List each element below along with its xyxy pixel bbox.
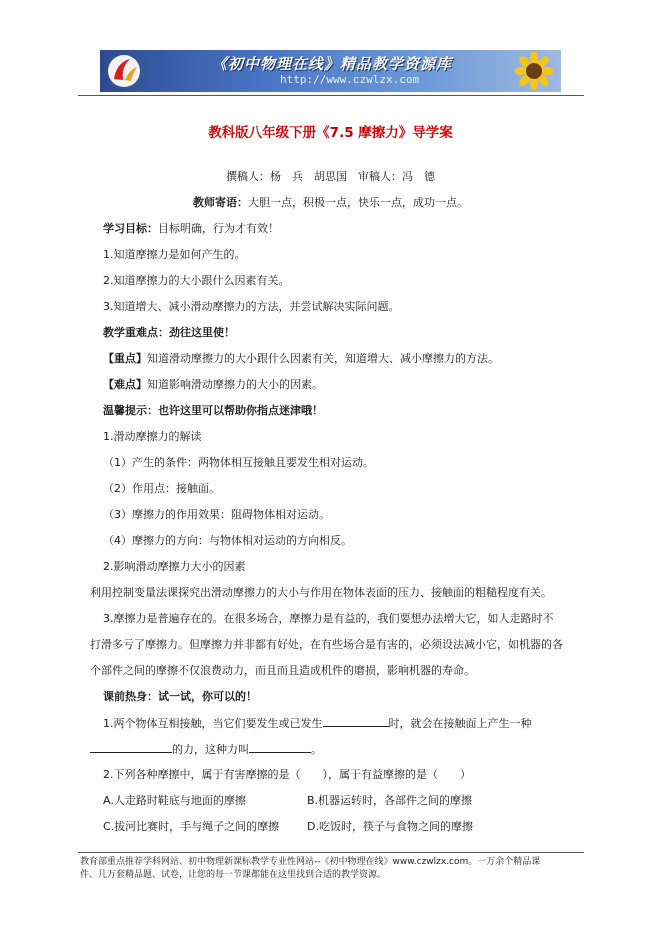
answer-blank[interactable] [90, 742, 172, 753]
key-text: 劲往这里使！ [169, 326, 235, 339]
question-1-part-c: 的力，这种力叫 [172, 743, 249, 756]
tip-paragraph-line: 个部件之间的摩擦不仅浪费动力，而且而且造成机件的磨损，影响机器的寿命。 [90, 664, 475, 677]
answer-blank[interactable] [323, 716, 389, 727]
question-1-part-a: 1.两个物体互相接触，当它们要发生或已发生 [103, 717, 323, 730]
option-c: C.拔河比赛时，手与绳子之间的摩擦 [103, 820, 280, 833]
question-1-part-d: 。 [311, 743, 322, 756]
option-a: A.人走路时鞋底与地面的摩擦 [103, 794, 246, 807]
focus-label: 【重点】 [103, 352, 147, 365]
warmup-text: 试一试，你可以的！ [158, 690, 257, 703]
question-1-cont [90, 742, 322, 757]
warmup-label: 课前热身： [103, 690, 158, 703]
banner-url[interactable]: http://www.czwlzx.com [280, 73, 420, 86]
question-1 [103, 716, 532, 731]
tip-heading: 1.滑动摩擦力的解读 [103, 430, 202, 443]
tip-paragraph: 利用控制变量法课探究出滑动摩擦力的大小与作用在物体表面的压力、接触面的粗糙程度有关。 [90, 586, 552, 599]
footer-divider [78, 852, 584, 853]
page-title: 教科版八年级下册《7.5 摩擦力》导学案 [208, 125, 453, 141]
site-logo-icon [106, 53, 142, 89]
tips-label: 温馨提示： [103, 404, 158, 417]
tips-heading [103, 404, 323, 418]
goals-text: 目标明确，行为才有效！ [158, 222, 279, 235]
option-d: D.吃饭时，筷子与食物之间的摩擦 [307, 820, 473, 833]
focus-text: 知道滑动摩擦力的大小跟什么因素有关，知道增大、减小摩擦力的方法。 [147, 352, 499, 365]
footer-line: 教育部重点推荐学科网站、初中物理新课标教学专业性网站--《初中物理在线》www.czwlzx.com。一万余个精品课 [80, 857, 541, 867]
goals-heading [103, 222, 279, 236]
motto-label: 教师寄语： [193, 196, 248, 209]
tip-item: （4）摩擦力的方向：与物体相对运动的方向相反。 [103, 534, 352, 547]
banner-title: 《初中物理在线》精品教学资源库 [212, 55, 453, 73]
header-divider [78, 95, 584, 96]
header-banner [100, 50, 561, 92]
teacher-motto [0, 196, 661, 210]
tip-item: （2）作用点：接触面。 [103, 482, 220, 495]
motto-text: 大胆一点，积极一点，快乐一点，成功一点。 [248, 196, 468, 209]
option-b: B.机器运转时，各部件之间的摩擦 [307, 794, 473, 807]
author-line: 撰稿人：杨 兵 胡思国 审稿人：冯 德 [226, 170, 435, 183]
answer-blank[interactable] [249, 742, 311, 753]
difficulty-line [103, 378, 323, 392]
warmup-heading [103, 690, 257, 704]
key-label: 教学重难点： [103, 326, 169, 339]
goal-item: 3.知道增大、减小滑动摩擦力的方法，并尝试解决实际问题。 [103, 300, 400, 313]
difficulty-text: 知道影响滑动摩擦力的大小的因素。 [147, 378, 323, 391]
tip-paragraph-line: 3.摩擦力是普遍存在的。在很多场合，摩擦力是有益的，我们要想办法增大它，如人走路时不 [103, 612, 554, 625]
tips-text: 也许这里可以帮助你指点迷津哦！ [158, 404, 323, 417]
tip-heading: 2.影响滑动摩擦力大小的因素 [103, 560, 246, 573]
tip-item: （3）摩擦力的作用效果：阻碍物体相对运动。 [103, 508, 330, 521]
question-1-part-b: 时，就会在接触面上产生一种 [388, 717, 532, 730]
goal-item: 2.知道摩擦力的大小跟什么因素有关。 [103, 274, 290, 287]
question-2: 2.下列各种摩擦中，属于有害摩擦的是（ ），属于有益摩擦的是（ ） [103, 768, 471, 781]
focus-line [103, 352, 499, 366]
difficulty-label: 【难点】 [103, 378, 147, 391]
sunflower-icon [515, 52, 553, 90]
goal-item: 1.知道摩擦力是如何产生的。 [103, 248, 246, 261]
tip-item: （1）产生的条件：两物体相互接触且要发生相对运动。 [103, 456, 374, 469]
goals-label: 学习目标： [103, 222, 158, 235]
key-heading [103, 326, 235, 340]
footer-line: 件、几万套精品题、试卷，让您的每一节课都能在这里找到合适的教学资源。 [80, 870, 387, 880]
tip-paragraph-line: 打滑多亏了摩擦力。但摩擦力并非都有好处，在有些场合是有害的，必须设法减小它，如机器的各 [90, 638, 563, 651]
